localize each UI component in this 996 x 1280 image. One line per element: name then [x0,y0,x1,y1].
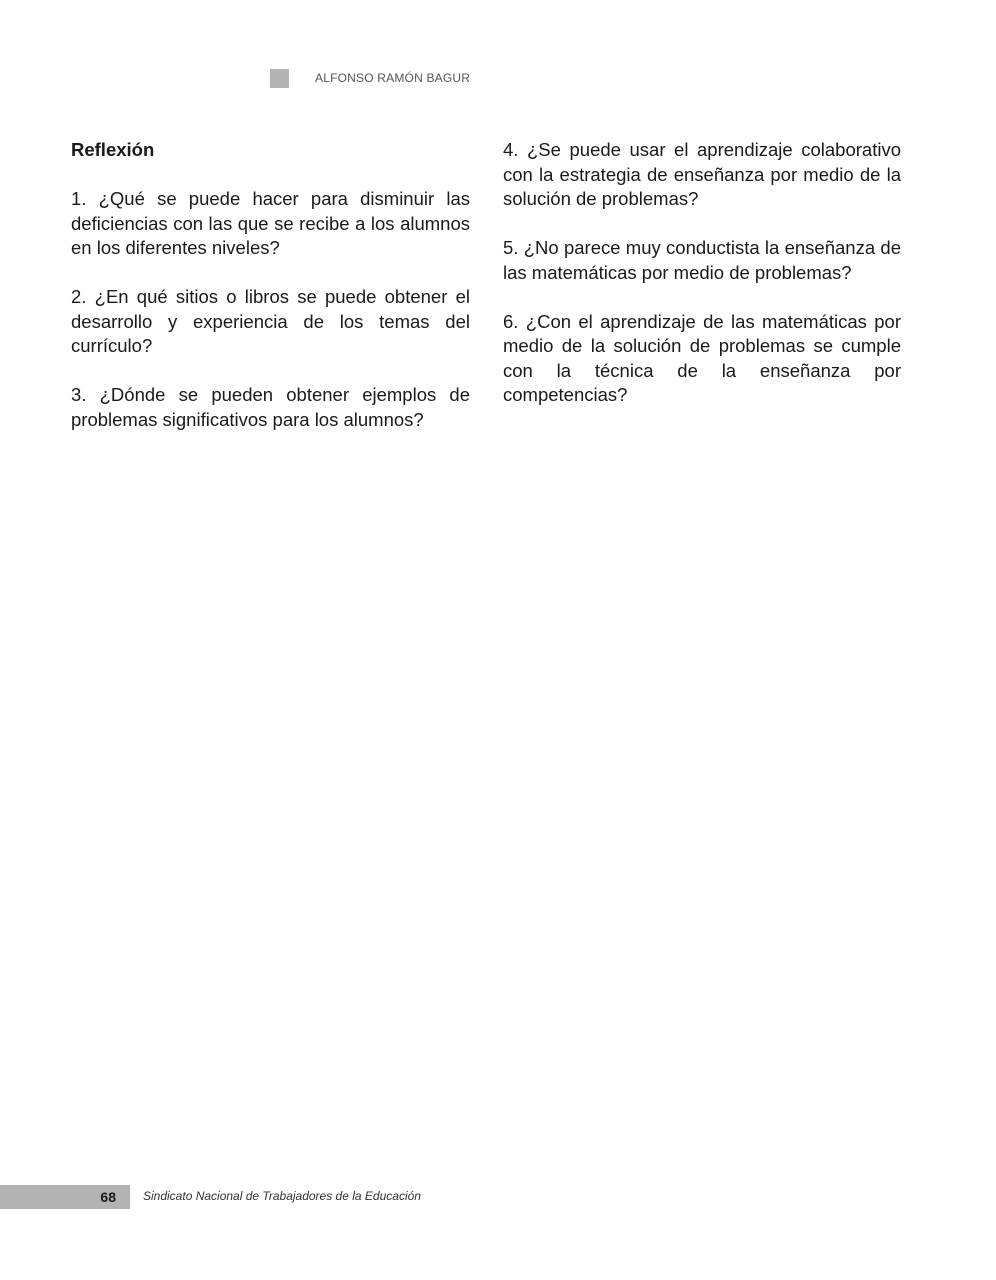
footer-publisher: Sindicato Nacional de Trabajadores de la Educación [143,1189,421,1203]
question-4: 4. ¿Se puede usar el aprendizaje colaborativo con la estrategia de enseñanza por medio de la solución de problemas? [503,139,901,209]
left-column [71,138,470,457]
question-1: 1. ¿Qué se puede hacer para disminuir las deficiencias con las que se recibe a los alumnos en los diferentes niveles? [71,188,470,258]
right-column [503,138,901,432]
question-6: 6. ¿Con el aprendizaje de las matemáticas por medio de la solución de problemas se cumple con la técnica de la enseñanza por competencias? [503,310,901,405]
question-5: 5. ¿No parece muy conductista la enseñanza de las matemáticas por medio de problemas? [503,237,901,283]
question-2: 2. ¿En qué sitios o libros se puede obtener el desarrollo y experiencia de los temas del currículo? [71,286,470,356]
page-number: 68 [100,1189,116,1205]
section-title: Reflexión [71,139,155,160]
header-decoration-square [270,69,289,88]
running-header-author: ALFONSO RAMÓN BAGUR [315,71,471,85]
question-3: 3. ¿Dónde se pueden obtener ejemplos de problemas significativos para los alumnos? [71,384,470,430]
